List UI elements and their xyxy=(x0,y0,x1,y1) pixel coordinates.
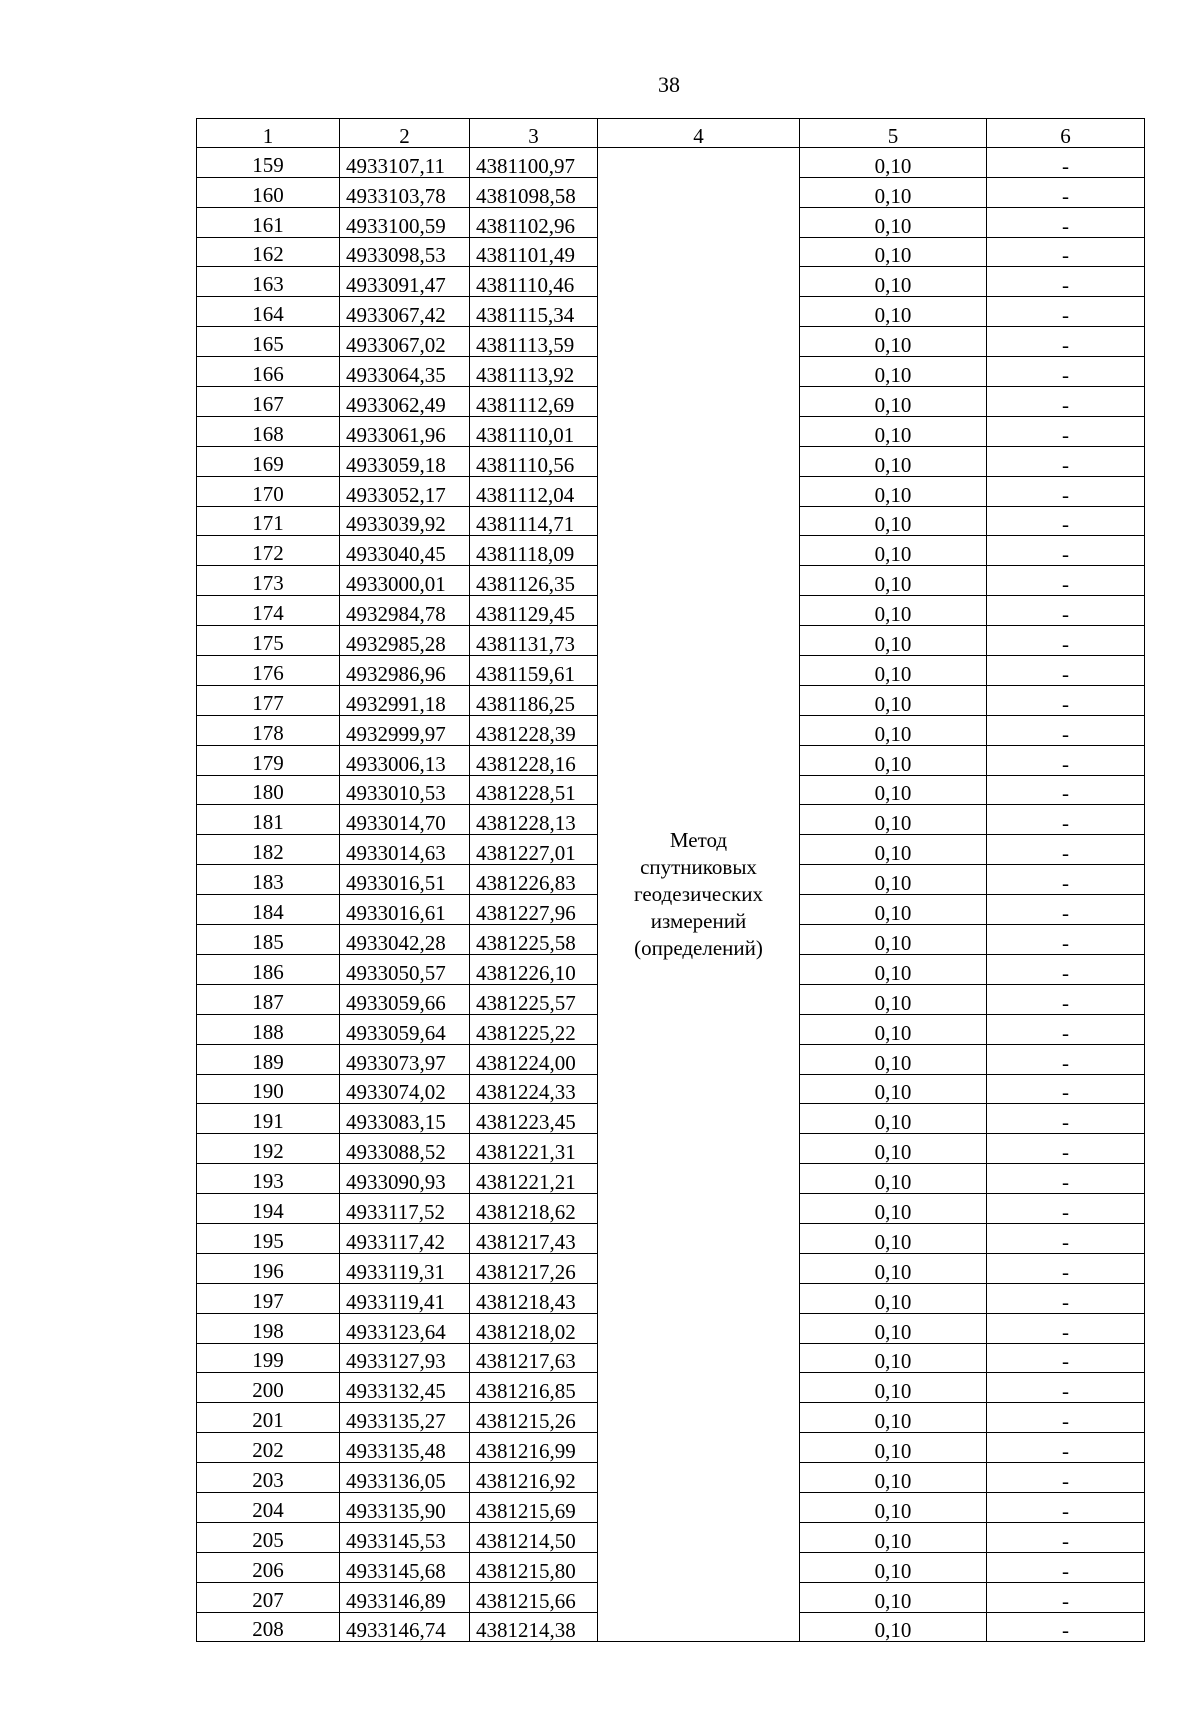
accuracy-cell: 0,10 xyxy=(800,1223,987,1253)
accuracy-cell: 0,10 xyxy=(800,416,987,446)
accuracy-cell: 0,10 xyxy=(800,656,987,686)
accuracy-cell: 0,10 xyxy=(800,297,987,327)
point-number-cell: 172 xyxy=(197,536,340,566)
x-coordinate-cell: 4933064,35 xyxy=(340,357,470,387)
accuracy-cell: 0,10 xyxy=(800,387,987,417)
y-coordinate-cell: 4381112,04 xyxy=(470,476,598,506)
accuracy-cell: 0,10 xyxy=(800,357,987,387)
y-coordinate-cell: 4381216,85 xyxy=(470,1373,598,1403)
point-number-cell: 202 xyxy=(197,1433,340,1463)
accuracy-cell: 0,10 xyxy=(800,805,987,835)
y-coordinate-cell: 4381110,01 xyxy=(470,416,598,446)
x-coordinate-cell: 4933123,64 xyxy=(340,1313,470,1343)
point-number-cell: 195 xyxy=(197,1223,340,1253)
accuracy-cell: 0,10 xyxy=(800,715,987,745)
header-col-6: 6 xyxy=(987,119,1145,148)
accuracy-cell: 0,10 xyxy=(800,327,987,357)
column-6-cell: - xyxy=(987,626,1145,656)
x-coordinate-cell: 4933016,51 xyxy=(340,865,470,895)
header-col-5: 5 xyxy=(800,119,987,148)
coordinates-table xyxy=(196,118,1145,1642)
accuracy-cell: 0,10 xyxy=(800,536,987,566)
y-coordinate-cell: 4381098,58 xyxy=(470,177,598,207)
method-text-line: измерений xyxy=(650,909,747,934)
column-6-cell: - xyxy=(987,1044,1145,1074)
x-coordinate-cell: 4933067,42 xyxy=(340,297,470,327)
point-number-cell: 189 xyxy=(197,1044,340,1074)
x-coordinate-cell: 4933107,11 xyxy=(340,147,470,177)
column-6-cell: - xyxy=(987,1582,1145,1612)
y-coordinate-cell: 4381226,10 xyxy=(470,954,598,984)
x-coordinate-cell: 4933062,49 xyxy=(340,387,470,417)
column-6-cell: - xyxy=(987,1463,1145,1493)
column-6-cell: - xyxy=(987,685,1145,715)
column-6-cell: - xyxy=(987,1403,1145,1433)
column-6-cell: - xyxy=(987,207,1145,237)
point-number-cell: 169 xyxy=(197,446,340,476)
point-number-cell: 162 xyxy=(197,237,340,267)
accuracy-cell: 0,10 xyxy=(800,207,987,237)
column-6-cell: - xyxy=(987,1552,1145,1582)
column-6-cell: - xyxy=(987,1164,1145,1194)
accuracy-cell: 0,10 xyxy=(800,1612,987,1642)
point-number-cell: 190 xyxy=(197,1074,340,1104)
point-number-cell: 194 xyxy=(197,1194,340,1224)
x-coordinate-cell: 4933135,90 xyxy=(340,1492,470,1522)
x-coordinate-cell: 4933100,59 xyxy=(340,207,470,237)
point-number-cell: 186 xyxy=(197,954,340,984)
y-coordinate-cell: 4381113,59 xyxy=(470,327,598,357)
header-col-3: 3 xyxy=(470,119,598,148)
x-coordinate-cell: 4933074,02 xyxy=(340,1074,470,1104)
accuracy-cell: 0,10 xyxy=(800,1313,987,1343)
x-coordinate-cell: 4933103,78 xyxy=(340,177,470,207)
x-coordinate-cell: 4933073,97 xyxy=(340,1044,470,1074)
accuracy-cell: 0,10 xyxy=(800,446,987,476)
accuracy-cell: 0,10 xyxy=(800,685,987,715)
point-number-cell: 166 xyxy=(197,357,340,387)
accuracy-cell: 0,10 xyxy=(800,895,987,925)
accuracy-cell: 0,10 xyxy=(800,237,987,267)
accuracy-cell: 0,10 xyxy=(800,506,987,536)
y-coordinate-cell: 4381112,69 xyxy=(470,387,598,417)
point-number-cell: 163 xyxy=(197,267,340,297)
header-col-2: 2 xyxy=(340,119,470,148)
y-coordinate-cell: 4381228,51 xyxy=(470,775,598,805)
point-number-cell: 207 xyxy=(197,1582,340,1612)
point-number-cell: 193 xyxy=(197,1164,340,1194)
y-coordinate-cell: 4381225,22 xyxy=(470,1014,598,1044)
accuracy-cell: 0,10 xyxy=(800,147,987,177)
column-6-cell: - xyxy=(987,1104,1145,1134)
y-coordinate-cell: 4381102,96 xyxy=(470,207,598,237)
x-coordinate-cell: 4933010,53 xyxy=(340,775,470,805)
column-6-cell: - xyxy=(987,596,1145,626)
x-coordinate-cell: 4933067,02 xyxy=(340,327,470,357)
accuracy-cell: 0,10 xyxy=(800,1343,987,1373)
column-6-cell: - xyxy=(987,297,1145,327)
point-number-cell: 201 xyxy=(197,1403,340,1433)
column-6-cell: - xyxy=(987,1134,1145,1164)
accuracy-cell: 0,10 xyxy=(800,1552,987,1582)
y-coordinate-cell: 4381110,46 xyxy=(470,267,598,297)
point-number-cell: 160 xyxy=(197,177,340,207)
point-number-cell: 171 xyxy=(197,506,340,536)
y-coordinate-cell: 4381217,26 xyxy=(470,1253,598,1283)
column-6-cell: - xyxy=(987,1492,1145,1522)
accuracy-cell: 0,10 xyxy=(800,984,987,1014)
column-6-cell: - xyxy=(987,805,1145,835)
accuracy-cell: 0,10 xyxy=(800,596,987,626)
method-text-line: спутниковых xyxy=(640,855,757,880)
x-coordinate-cell: 4933083,15 xyxy=(340,1104,470,1134)
x-coordinate-cell: 4933127,93 xyxy=(340,1343,470,1373)
accuracy-cell: 0,10 xyxy=(800,865,987,895)
point-number-cell: 198 xyxy=(197,1313,340,1343)
accuracy-cell: 0,10 xyxy=(800,775,987,805)
point-number-cell: 205 xyxy=(197,1522,340,1552)
y-coordinate-cell: 4381215,80 xyxy=(470,1552,598,1582)
x-coordinate-cell: 4933119,31 xyxy=(340,1253,470,1283)
y-coordinate-cell: 4381216,92 xyxy=(470,1463,598,1493)
header-col-1: 1 xyxy=(197,119,340,148)
point-number-cell: 197 xyxy=(197,1283,340,1313)
x-coordinate-cell: 4933132,45 xyxy=(340,1373,470,1403)
y-coordinate-cell: 4381159,61 xyxy=(470,656,598,686)
accuracy-cell: 0,10 xyxy=(800,1283,987,1313)
method-text-line: геодезических xyxy=(633,882,763,907)
column-6-cell: - xyxy=(987,1223,1145,1253)
point-number-cell: 167 xyxy=(197,387,340,417)
column-6-cell: - xyxy=(987,237,1145,267)
y-coordinate-cell: 4381218,02 xyxy=(470,1313,598,1343)
accuracy-cell: 0,10 xyxy=(800,1134,987,1164)
y-coordinate-cell: 4381215,66 xyxy=(470,1582,598,1612)
point-number-cell: 203 xyxy=(197,1463,340,1493)
accuracy-cell: 0,10 xyxy=(800,476,987,506)
x-coordinate-cell: 4933145,68 xyxy=(340,1552,470,1582)
accuracy-cell: 0,10 xyxy=(800,1164,987,1194)
x-coordinate-cell: 4933146,74 xyxy=(340,1612,470,1642)
column-6-cell: - xyxy=(987,506,1145,536)
column-6-cell: - xyxy=(987,147,1145,177)
accuracy-cell: 0,10 xyxy=(800,1403,987,1433)
accuracy-cell: 0,10 xyxy=(800,177,987,207)
x-coordinate-cell: 4933090,93 xyxy=(340,1164,470,1194)
column-6-cell: - xyxy=(987,1433,1145,1463)
y-coordinate-cell: 4381214,50 xyxy=(470,1522,598,1552)
method-text-line: Метод xyxy=(669,828,728,853)
accuracy-cell: 0,10 xyxy=(800,1253,987,1283)
x-coordinate-cell: 4933117,52 xyxy=(340,1194,470,1224)
point-number-cell: 185 xyxy=(197,925,340,955)
column-6-cell: - xyxy=(987,327,1145,357)
point-number-cell: 159 xyxy=(197,147,340,177)
x-coordinate-cell: 4933016,61 xyxy=(340,895,470,925)
point-number-cell: 168 xyxy=(197,416,340,446)
point-number-cell: 170 xyxy=(197,476,340,506)
table-row xyxy=(197,147,1145,177)
accuracy-cell: 0,10 xyxy=(800,566,987,596)
accuracy-cell: 0,10 xyxy=(800,1194,987,1224)
y-coordinate-cell: 4381225,58 xyxy=(470,925,598,955)
column-6-cell: - xyxy=(987,446,1145,476)
point-number-cell: 161 xyxy=(197,207,340,237)
x-coordinate-cell: 4933135,48 xyxy=(340,1433,470,1463)
accuracy-cell: 0,10 xyxy=(800,626,987,656)
x-coordinate-cell: 4933000,01 xyxy=(340,566,470,596)
column-6-cell: - xyxy=(987,1313,1145,1343)
y-coordinate-cell: 4381101,49 xyxy=(470,237,598,267)
point-number-cell: 206 xyxy=(197,1552,340,1582)
point-number-cell: 208 xyxy=(197,1612,340,1642)
column-6-cell: - xyxy=(987,416,1145,446)
column-6-cell: - xyxy=(987,536,1145,566)
x-coordinate-cell: 4932984,78 xyxy=(340,596,470,626)
accuracy-cell: 0,10 xyxy=(800,835,987,865)
point-number-cell: 187 xyxy=(197,984,340,1014)
column-6-cell: - xyxy=(987,775,1145,805)
x-coordinate-cell: 4933040,45 xyxy=(340,536,470,566)
header-col-4: 4 xyxy=(598,119,800,148)
y-coordinate-cell: 4381228,39 xyxy=(470,715,598,745)
y-coordinate-cell: 4381227,96 xyxy=(470,895,598,925)
x-coordinate-cell: 4932991,18 xyxy=(340,685,470,715)
accuracy-cell: 0,10 xyxy=(800,1582,987,1612)
y-coordinate-cell: 4381110,56 xyxy=(470,446,598,476)
point-number-cell: 204 xyxy=(197,1492,340,1522)
y-coordinate-cell: 4381126,35 xyxy=(470,566,598,596)
x-coordinate-cell: 4933059,64 xyxy=(340,1014,470,1044)
y-coordinate-cell: 4381216,99 xyxy=(470,1433,598,1463)
point-number-cell: 178 xyxy=(197,715,340,745)
column-6-cell: - xyxy=(987,357,1145,387)
accuracy-cell: 0,10 xyxy=(800,1074,987,1104)
column-6-cell: - xyxy=(987,1194,1145,1224)
accuracy-cell: 0,10 xyxy=(800,1104,987,1134)
accuracy-cell: 0,10 xyxy=(800,745,987,775)
point-number-cell: 175 xyxy=(197,626,340,656)
column-6-cell: - xyxy=(987,984,1145,1014)
point-number-cell: 164 xyxy=(197,297,340,327)
column-6-cell: - xyxy=(987,954,1145,984)
table-body xyxy=(197,147,1145,1642)
column-6-cell: - xyxy=(987,387,1145,417)
column-6-cell: - xyxy=(987,715,1145,745)
y-coordinate-cell: 4381118,09 xyxy=(470,536,598,566)
x-coordinate-cell: 4933146,89 xyxy=(340,1582,470,1612)
x-coordinate-cell: 4932986,96 xyxy=(340,656,470,686)
x-coordinate-cell: 4933059,66 xyxy=(340,984,470,1014)
x-coordinate-cell: 4932985,28 xyxy=(340,626,470,656)
x-coordinate-cell: 4933006,13 xyxy=(340,745,470,775)
column-6-cell: - xyxy=(987,745,1145,775)
x-coordinate-cell: 4933014,70 xyxy=(340,805,470,835)
column-6-cell: - xyxy=(987,1014,1145,1044)
x-coordinate-cell: 4933119,41 xyxy=(340,1283,470,1313)
point-number-cell: 173 xyxy=(197,566,340,596)
column-6-cell: - xyxy=(987,1253,1145,1283)
point-number-cell: 183 xyxy=(197,865,340,895)
point-number-cell: 182 xyxy=(197,835,340,865)
point-number-cell: 192 xyxy=(197,1134,340,1164)
column-6-cell: - xyxy=(987,925,1145,955)
x-coordinate-cell: 4933136,05 xyxy=(340,1463,470,1493)
y-coordinate-cell: 4381221,21 xyxy=(470,1164,598,1194)
y-coordinate-cell: 4381218,62 xyxy=(470,1194,598,1224)
y-coordinate-cell: 4381228,16 xyxy=(470,745,598,775)
column-6-cell: - xyxy=(987,895,1145,925)
y-coordinate-cell: 4381214,38 xyxy=(470,1612,598,1642)
method-cell xyxy=(598,147,800,1642)
point-number-cell: 174 xyxy=(197,596,340,626)
point-number-cell: 179 xyxy=(197,745,340,775)
column-6-cell: - xyxy=(987,1522,1145,1552)
point-number-cell: 181 xyxy=(197,805,340,835)
y-coordinate-cell: 4381224,33 xyxy=(470,1074,598,1104)
y-coordinate-cell: 4381218,43 xyxy=(470,1283,598,1313)
point-number-cell: 191 xyxy=(197,1104,340,1134)
y-coordinate-cell: 4381100,97 xyxy=(470,147,598,177)
y-coordinate-cell: 4381217,63 xyxy=(470,1343,598,1373)
accuracy-cell: 0,10 xyxy=(800,1044,987,1074)
y-coordinate-cell: 4381226,83 xyxy=(470,865,598,895)
y-coordinate-cell: 4381129,45 xyxy=(470,596,598,626)
y-coordinate-cell: 4381225,57 xyxy=(470,984,598,1014)
x-coordinate-cell: 4932999,97 xyxy=(340,715,470,745)
point-number-cell: 177 xyxy=(197,685,340,715)
point-number-cell: 199 xyxy=(197,1343,340,1373)
point-number-cell: 180 xyxy=(197,775,340,805)
column-6-cell: - xyxy=(987,476,1145,506)
accuracy-cell: 0,10 xyxy=(800,1014,987,1044)
accuracy-cell: 0,10 xyxy=(800,1492,987,1522)
accuracy-cell: 0,10 xyxy=(800,1373,987,1403)
column-6-cell: - xyxy=(987,835,1145,865)
point-number-cell: 188 xyxy=(197,1014,340,1044)
y-coordinate-cell: 4381223,45 xyxy=(470,1104,598,1134)
y-coordinate-cell: 4381113,92 xyxy=(470,357,598,387)
x-coordinate-cell: 4933145,53 xyxy=(340,1522,470,1552)
point-number-cell: 200 xyxy=(197,1373,340,1403)
y-coordinate-cell: 4381228,13 xyxy=(470,805,598,835)
accuracy-cell: 0,10 xyxy=(800,1463,987,1493)
x-coordinate-cell: 4933039,92 xyxy=(340,506,470,536)
column-6-cell: - xyxy=(987,656,1145,686)
point-number-cell: 165 xyxy=(197,327,340,357)
x-coordinate-cell: 4933042,28 xyxy=(340,925,470,955)
y-coordinate-cell: 4381215,26 xyxy=(470,1403,598,1433)
y-coordinate-cell: 4381217,43 xyxy=(470,1223,598,1253)
column-6-cell: - xyxy=(987,1343,1145,1373)
x-coordinate-cell: 4933014,63 xyxy=(340,835,470,865)
column-6-cell: - xyxy=(987,865,1145,895)
table-header-row xyxy=(197,119,1145,148)
x-coordinate-cell: 4933091,47 xyxy=(340,267,470,297)
page-number: 38 xyxy=(658,72,680,97)
column-6-cell: - xyxy=(987,1074,1145,1104)
x-coordinate-cell: 4933135,27 xyxy=(340,1403,470,1433)
y-coordinate-cell: 4381114,71 xyxy=(470,506,598,536)
accuracy-cell: 0,10 xyxy=(800,1522,987,1552)
y-coordinate-cell: 4381115,34 xyxy=(470,297,598,327)
x-coordinate-cell: 4933088,52 xyxy=(340,1134,470,1164)
y-coordinate-cell: 4381221,31 xyxy=(470,1134,598,1164)
column-6-cell: - xyxy=(987,267,1145,297)
x-coordinate-cell: 4933098,53 xyxy=(340,237,470,267)
point-number-cell: 196 xyxy=(197,1253,340,1283)
y-coordinate-cell: 4381224,00 xyxy=(470,1044,598,1074)
x-coordinate-cell: 4933117,42 xyxy=(340,1223,470,1253)
column-6-cell: - xyxy=(987,177,1145,207)
accuracy-cell: 0,10 xyxy=(800,925,987,955)
point-number-cell: 184 xyxy=(197,895,340,925)
accuracy-cell: 0,10 xyxy=(800,267,987,297)
column-6-cell: - xyxy=(987,1612,1145,1642)
y-coordinate-cell: 4381215,69 xyxy=(470,1492,598,1522)
x-coordinate-cell: 4933061,96 xyxy=(340,416,470,446)
point-number-cell: 176 xyxy=(197,656,340,686)
accuracy-cell: 0,10 xyxy=(800,954,987,984)
column-6-cell: - xyxy=(987,1283,1145,1313)
y-coordinate-cell: 4381131,73 xyxy=(470,626,598,656)
accuracy-cell: 0,10 xyxy=(800,1433,987,1463)
x-coordinate-cell: 4933052,17 xyxy=(340,476,470,506)
y-coordinate-cell: 4381186,25 xyxy=(470,685,598,715)
column-6-cell: - xyxy=(987,1373,1145,1403)
column-6-cell: - xyxy=(987,566,1145,596)
x-coordinate-cell: 4933059,18 xyxy=(340,446,470,476)
x-coordinate-cell: 4933050,57 xyxy=(340,954,470,984)
method-text-line: (определений) xyxy=(634,935,763,960)
y-coordinate-cell: 4381227,01 xyxy=(470,835,598,865)
